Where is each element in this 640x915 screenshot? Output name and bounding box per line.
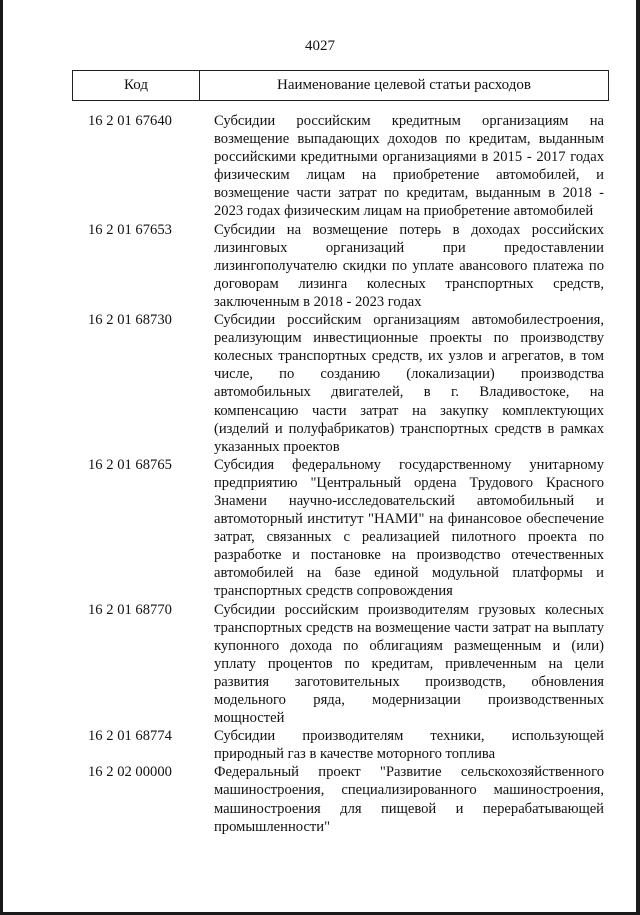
entry-description: Субсидии на возмещение потерь в доходах российских лизинговых организаций при предоставлении лизингополучателю скидки по уплате авансового платежа по договорам лизинга колесных транспортных средств, заключенным в 2018 - 2023 годах	[214, 221, 604, 310]
entries-list	[0, 112, 640, 836]
entry-code: 16 2 01 67640	[88, 113, 172, 129]
entry-row	[0, 221, 640, 311]
entry-description: Федеральный проект "Развитие сельскохозяйственного машиностроения, специализированного машиностроения, машиностроения для пищевой и перерабатывающей промышленности"	[214, 764, 604, 835]
entry-row	[0, 763, 640, 835]
entry-description: Субсидии российским кредитным организациям на возмещение выпадающих доходов по кредитам, выданным российскими кредитными организациями в 2015 - 2017 годах физическим лицам на приобретение автомобилей, и возмещение части затрат по кредитам, выданным в 2018 - 2023 годах физическим лицам на приобретение автомобилей	[214, 113, 604, 220]
entry-code: 16 2 01 68770	[88, 601, 172, 618]
entry-code: 16 2 01 67653	[88, 221, 172, 238]
header-code: Код	[73, 71, 200, 100]
entry-description: Субсидии производителям техники, использующей природный газ в качестве моторного топлива	[214, 728, 604, 763]
entry-code: 16 2 02 00000	[88, 764, 172, 781]
entry-description: Субсидии российским производителям грузовых колесных транспортных средств на возмещение части затрат на выплату купонного дохода по облигациям размещенным и (или) уплату процентов по кредитам, привлеченным на цели развития заготовительных производств, обновления модельного ряда, модернизации производственных мощностей	[214, 601, 604, 727]
entry-row	[0, 112, 640, 221]
entry-description: Субсидии российским организациям автомобилестроения, реализующим инвестиционные проекты по производству колесных транспортных средств, их узлов и агрегатов, в том числе, по созданию (локализации) производства автомобильных двигателей, в г. Владивостоке, на компенсацию части затрат на закупку комплектующих (изделий и полуфабрикатов) транспортных средств в рамках указанных проектов	[214, 312, 604, 455]
entry-code: 16 2 01 68774	[88, 728, 172, 745]
entry-row	[0, 727, 640, 763]
entry-row	[0, 456, 640, 601]
table-header	[72, 70, 609, 101]
header-name: Наименование целевой статьи расходов	[277, 77, 531, 93]
entry-description: Субсидия федеральному государственному унитарному предприятию "Центральный ордена Трудового Красного Знамени научно-исследовательский автомобильный и автомоторный институт "НАМИ" на финансовое обеспечение затрат, связанных с реализацией пилотного проекта по разработке и постановке на производство отечественных автомобилей на базе единой модульной платформы и транспортных средств сопровождения	[214, 456, 604, 600]
entry-code: 16 2 01 68765	[88, 456, 172, 473]
entry-row	[0, 311, 640, 456]
page-number: 4027	[305, 38, 335, 54]
entry-row	[0, 601, 640, 728]
entry-code: 16 2 01 68730	[88, 312, 172, 329]
